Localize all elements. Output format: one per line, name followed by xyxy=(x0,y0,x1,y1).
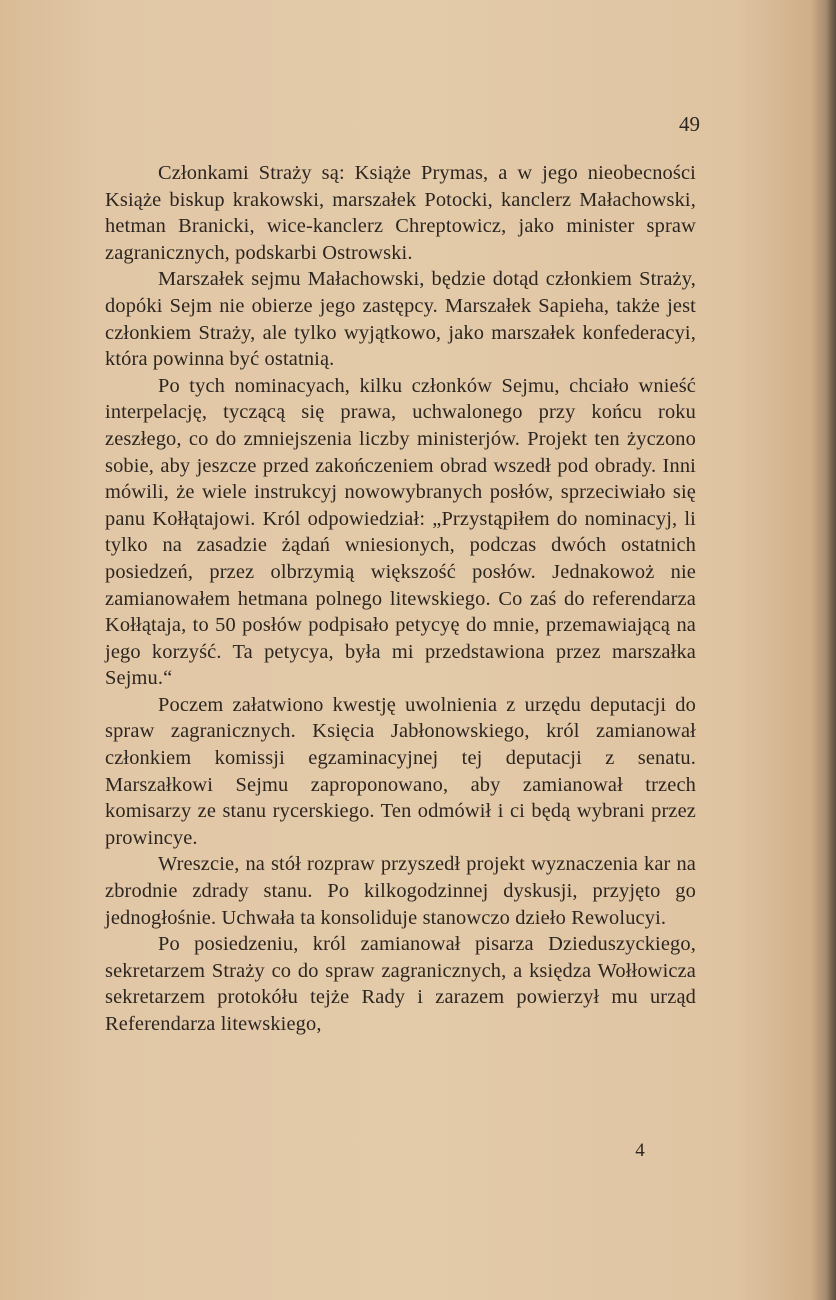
body-text xyxy=(105,160,696,1038)
paragraph-4: Poczem załatwiono kwestję uwolnienia z urzędu deputacji do spraw zagranicznych. Księcia Jabłonowskiego, król zamianował członkiem komissji egzaminacyjnej tej deputacji z senatu. Marszałkowi Sejmu zaproponowano, aby zamianował trzech komisarzy ze stanu rycerskiego. Ten odmówił i ci będą wybrani przez prowincye. xyxy=(105,693,696,849)
paragraph-3: Po tych nominacyach, kilku członków Sejmu, chciało wnieść interpelację, tyczącą się prawa, uchwalonego przy końcu roku zeszłego, co do zmniejszenia liczby ministerjów. Projekt ten życzono sobie, aby jeszcze przed zakończeniem obrad wszedł pod obrady. Inni mówili, że wiele instrukcyj nowowybranych posłów, sprzeciwiało się panu Kołłątajowi. Król odpowiedział: „Przystąpiłem do nominacyj, li tylko na zasadzie żądań wniesionych, podczas dwóch ostatnich posiedzeń, przez olbrzymią większość posłów. Jednakowoż nie zamianowałem hetmana polnego litewskiego. Co zaś do referendarza Kołłątaja, to 50 posłów podpisało petycyę do mnie, przemawiającą na jego korzyść. Ta petycya, była mi przedstawiona przez marszałka Sejmu.“ xyxy=(105,374,696,690)
paragraph-2: Marszałek sejmu Małachowski, będzie dotąd członkiem Straży, dopóki Sejm nie obierze jego zastępcy. Marszałek Sapieha, także jest członkiem Straży, ale tylko wyjątkowo, jako marszałek konfederacyi, która powinna być ostatnią. xyxy=(105,268,696,371)
signature-mark: 4 xyxy=(635,1140,645,1161)
page-number: 49 xyxy=(679,112,700,136)
paragraph-6: Po posiedzeniu, król zamianował pisarza Dzieduszyckiego, sekretarzem Straży co do spraw zagranicznych, a księdza Wołłowicza sekretarzem protokółu tejże Rady i zarazem powierzył mu urząd Referendarza litewskiego, xyxy=(105,933,696,1035)
paragraph-5: Wreszcie, na stół rozpraw przyszedł projekt wyznaczenia kar na zbrodnie zdrady stanu. Po kilkogodzinnej dyskusji, przyjęto go jednogłośnie. Uchwała ta konsoliduje stanowczo dzieło Rewolucyi. xyxy=(105,853,696,929)
paragraph-1: Członkami Straży są: Książe Prymas, a w jego nieobecności Książe biskup krakowski, marszałek Potocki, kanclerz Małachowski, hetman Branicki, wice-kanclerz Chreptowicz, jako minister spraw zagranicznych, podskarbi Ostrowski. xyxy=(105,162,696,264)
